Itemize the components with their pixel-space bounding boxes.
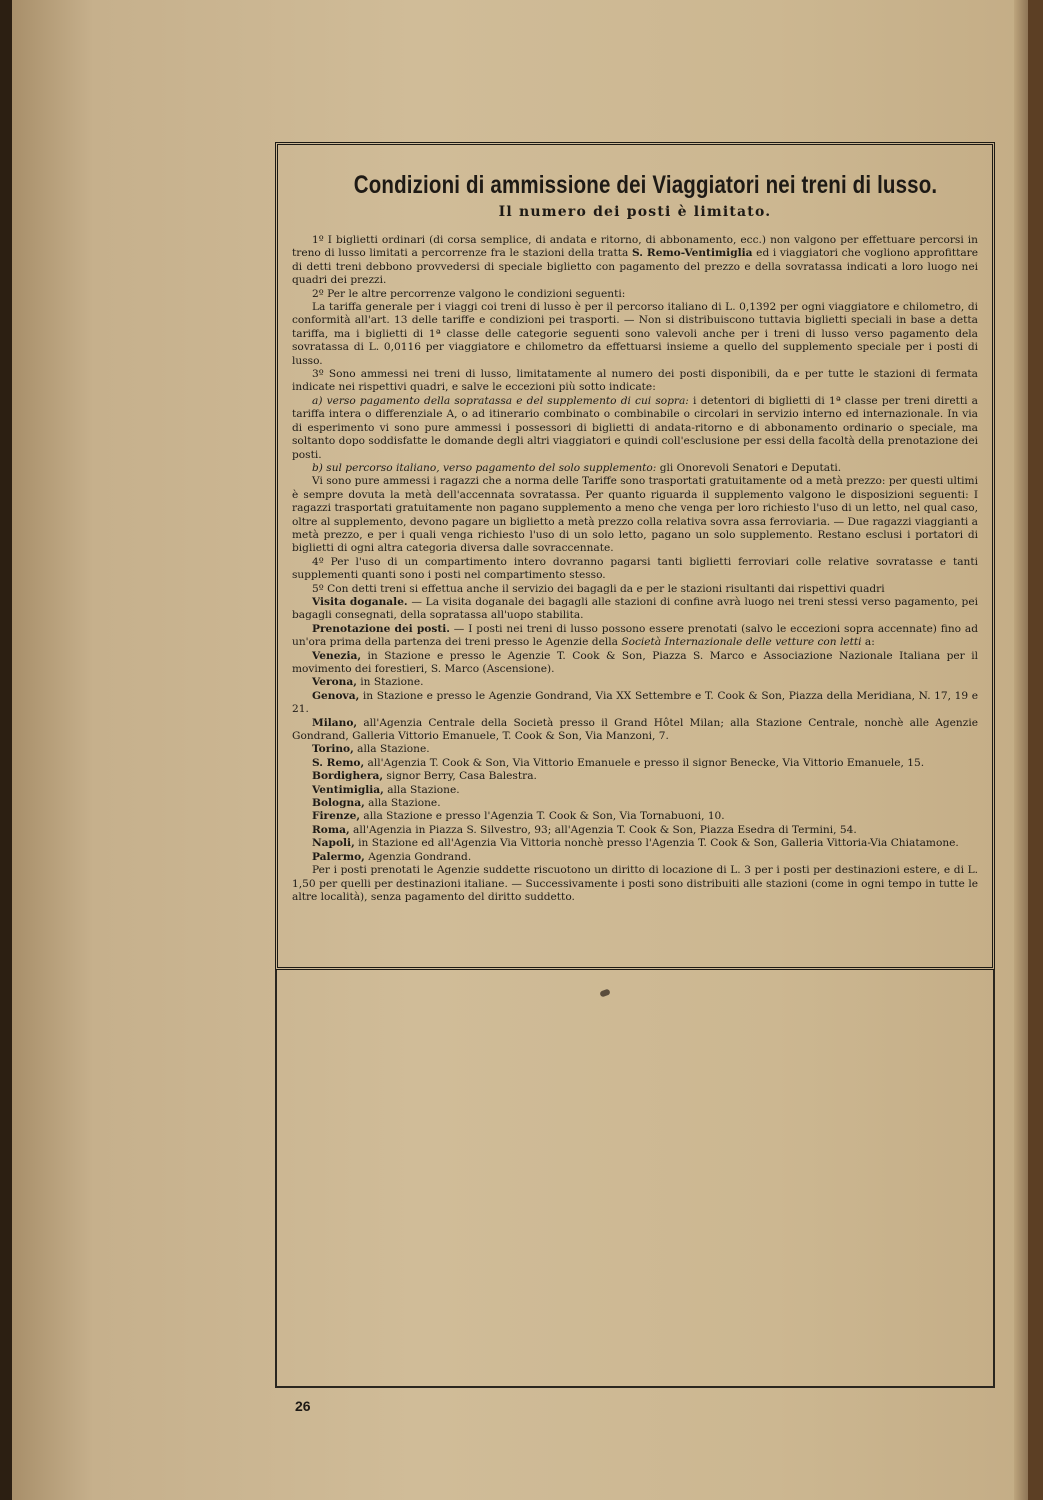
list-item [292, 757, 978, 770]
p5-text: i detentori di biglietti di 1ª classe per treni diretti a tariffa intera o differenziale A, o ad itinerario combinato o combinabile o circolari in servizio interno ed internazionale. In via di esperimento vi sono pure ammessi i possessori di biglietti di andata-ritorno e di abbonamento ordinario o speciale, ma soltanto dopo soddisfatte le domande degli altri viaggiatori e quindi coll'esclusione per essi della facoltà della prenotazione dei posti. [292, 394, 978, 461]
list-item [292, 851, 978, 864]
list-item [292, 676, 978, 689]
customs-text: — La visita doganale dei bagagli alle stazioni di confine avrà luogo nei treni stessi verso pagamento, pei bagagli consegnati, della sopratassa all'uopo stabilita. [292, 595, 978, 622]
location-name: Firenze, [312, 810, 361, 823]
reservation-text-d: a: [861, 636, 875, 649]
paragraph-reservation [292, 623, 978, 650]
location-name: Genova, [312, 689, 360, 702]
page-number: 26 [295, 1398, 311, 1414]
location-text: in Stazione e presso le Agenzie T. Cook & Son, Piazza S. Marco e Associazione Nazionale Italiana per il movimento dei forestieri, S. Marco (Ascensione). [292, 649, 978, 675]
locations-list [292, 650, 978, 865]
paragraph-customs [292, 596, 978, 623]
page-right-edge [1014, 0, 1028, 1500]
location-text: signor Berry, Casa Balestra. [383, 770, 537, 783]
list-item [292, 797, 978, 810]
p1-text-a: 1º I biglietti ordinari (di corsa semplice, di andata e ritorno, di abbonamento, ecc.) non valgono per effettuare percorsi in treno di lusso limitati a percorrenze fra le stazioni della tratta [292, 234, 978, 260]
location-name: Venezia, [312, 649, 362, 662]
location-name: Napoli, [312, 837, 355, 850]
reservation-company: Società Internazionale delle vetture con letti [621, 636, 862, 649]
list-item [292, 743, 978, 756]
location-text: in Stazione e presso le Agenzie Gondrand, Via XX Settembre e T. Cook & Son, Piazza della Meridiana, N. 17, 19 e 21. [292, 689, 978, 716]
p1-text-c: ed i viaggiatori che vogliono approfittare di detti treni debbono provvedersi di speciale biglietto con pagamento del prezzo e della sovratassa indicati a loro luogo nei quadri dei prezzi. [292, 247, 979, 287]
location-text: all'Agenzia in Piazza S. Silvestro, 93; all'Agenzia T. Cook & Son, Piazza Esedra di Termini, 54. [349, 823, 857, 836]
p1-route: S. Remo-Ventimiglia [631, 247, 753, 260]
reservation-heading: Prenotazione dei posti. [312, 622, 450, 635]
paragraph-9: 5º Con detti treni si effettua anche il servizio dei bagagli da e per le stazioni risultanti dai rispettivi quadri [312, 582, 885, 595]
paragraph-8: 4º Per l'uso di un compartimento intero dovranno pagarsi tanti biglietti ferroviari colle relative sovratasse e tanti supplementi quanti sono i posti nel compartimento stesso. [292, 555, 978, 582]
p6-text: gli Onorevoli Senatori e Deputati. [656, 461, 842, 474]
location-name: Bordighera, [312, 770, 384, 783]
conditions-panel [275, 142, 995, 970]
location-name: Roma, [312, 823, 350, 836]
location-name: Verona, [312, 676, 357, 689]
p6-heading: b) sul percorso italiano, verso pagamento del solo supplemento: [312, 461, 657, 474]
reservation-text-b: — I posti nei treni di lusso possono essere prenotati (salvo le eccezioni sopra accennate) fino ad un'ora prima della partenza dei treni presso le Agenzie della [292, 622, 978, 649]
location-name: Ventimiglia, [312, 783, 384, 796]
list-item [292, 784, 978, 797]
p5-heading: a) verso pagamento della sopratassa e del supplemento di cui sopra: [312, 394, 689, 407]
list-item [292, 690, 978, 717]
location-text: in Stazione ed all'Agenzia Via Vittoria nonchè presso l'Agenzia T. Cook & Son, Galleria Vittoria-Via Chiatamone. [354, 837, 959, 850]
location-name: Bologna, [312, 797, 365, 810]
customs-heading: Visita doganale. [312, 595, 408, 608]
location-text: all'Agenzia Centrale della Società presso il Grand Hôtel Milan; alla Stazione Centrale, nonchè alle Agenzie Gondrand, Galleria Vittorio Emanuele, T. Cook & Son, Via Manzoni, 7. [292, 716, 978, 743]
lower-blank-panel [275, 970, 995, 1388]
location-text: alla Stazione e presso l'Agenzia T. Cook & Son, Via Tornabuoni, 10. [360, 810, 725, 823]
paragraph-7: Vi sono pure ammessi i ragazzi che a norma delle Tariffe sono trasportati gratuitamente od a metà prezzo: per questi ultimi è sempre dovuta la metà dell'accennata sovratassa. Per quanto riguarda il supplemento valgono le disposizioni seguenti: I ragazzi trasportati gratuitamente non pagano supplemento a meno che venga per loro richiesto l'uso di un letto, nel qual caso, oltre al supplemento, devono pagare un biglietto a metà prezzo colla relativa sovra assa ferroviaria. — Due ragazzi viaggianti a metà prezzo, e per i quali venga richiesto l'uso di un solo letto, pagano un solo supplemento. Restano esclusi i portatori di biglietti di ogni altra categoria diversa dalle sovraccennate. [292, 475, 978, 555]
paragraph-4: 3º Sono ammessi nei treni di lusso, limitatamente al numero dei posti disponibili, da e per tutte le stazioni di fermata indicate nei rispettivi quadri, e salve le eccezioni più sotto indicate: [292, 368, 978, 394]
paragraph-3: La tariffa generale per i viaggi coi treni di lusso è per il percorso italiano di L. 0,1392 per ogni viaggiatore e chilometro, di conformità all'art. 13 delle tariffe e condizioni pei trasporti. — Non si distribuiscono tuttavia biglietti speciali in base a detta tariffa, ma i biglietti di 1ª classe delle categorie seguenti sono valevoli anche per i treni di lusso verso pagamento dela sovratassa di L. 0,0116 per viaggiatore e chilometro da effettuarsi insieme a quello del supplemento speciale per i posti di lusso. [292, 301, 978, 367]
location-name: Milano, [312, 716, 358, 729]
list-item [292, 770, 978, 783]
page-subtitle: Il numero dei posti è limitato. [498, 204, 772, 220]
conditions-text [292, 234, 978, 904]
list-item [292, 837, 978, 850]
location-text: alla Stazione. [383, 783, 460, 796]
paragraph-1 [292, 234, 978, 288]
paragraph-fees: Per i posti prenotati le Agenzie suddette riscuotono un diritto di locazione di L. 3 per i posti per destinazioni estere, e di L. 1,50 per quelli per destinazioni italiane. — Successivamente i posti sono distribuiti alle stazioni (come in ogni tempo in tutte le altre località), senza pagamento del diritto suddetto. [292, 864, 978, 903]
background-page-edge [0, 0, 12, 1500]
list-item [292, 717, 978, 744]
location-name: S. Remo, [312, 756, 365, 769]
paragraph-5 [292, 395, 978, 462]
location-text: alla Stazione. [364, 797, 441, 810]
location-name: Torino, [312, 743, 354, 756]
paragraph-6 [292, 462, 978, 475]
paragraph-2: 2º Per le altre percorrenze valgono le condizioni seguenti: [312, 287, 626, 300]
list-item [292, 824, 978, 837]
location-text: alla Stazione. [353, 743, 430, 756]
location-text: Agenzia Gondrand. [364, 850, 472, 863]
location-text: all'Agenzia T. Cook & Son, Via Vittorio Emanuele e presso il signor Benecke, Via Vittorio Emanuele, 15. [364, 756, 925, 769]
location-name: Palermo, [312, 850, 365, 863]
list-item [292, 810, 978, 823]
location-text: in Stazione. [356, 676, 424, 689]
list-item [292, 650, 978, 677]
page-title: Condizioni di ammissione dei Viaggiatori nei treni di lusso. [353, 171, 938, 199]
